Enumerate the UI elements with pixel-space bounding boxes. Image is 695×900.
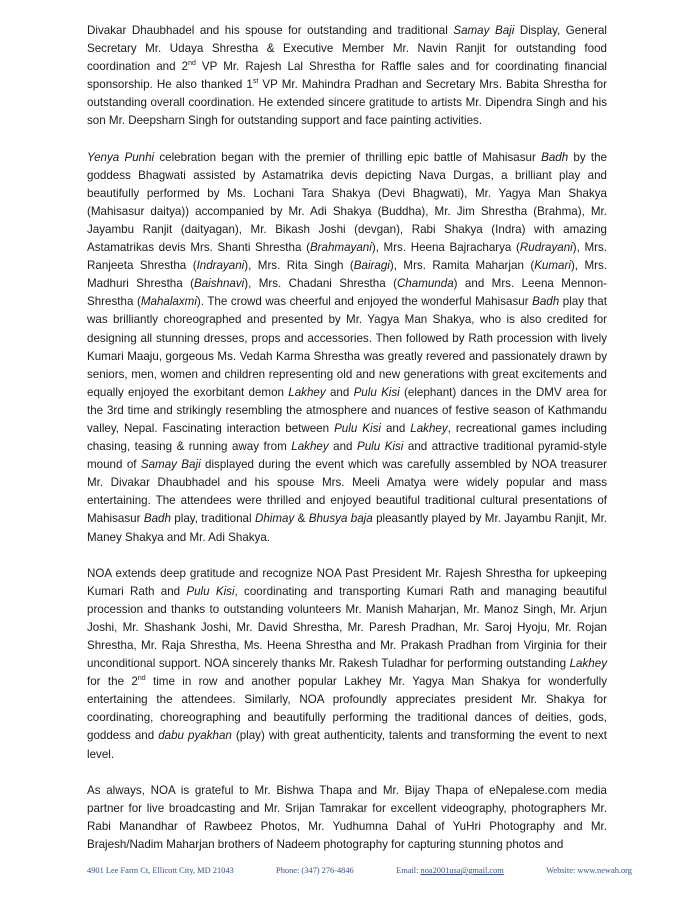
text-run: ), Mrs. Ranjeeta Shrestha ( <box>87 241 607 273</box>
letterhead-footer <box>87 866 632 875</box>
italic-term: Mahalaxmi <box>140 295 197 309</box>
text-run: ), Mrs. Ramita Maharjan ( <box>389 259 535 273</box>
italic-term: Brahmayani <box>309 241 372 255</box>
paragraph <box>87 565 607 764</box>
footer-email <box>396 866 504 875</box>
text-run: and <box>328 440 357 454</box>
italic-term: Dhimay <box>254 512 295 526</box>
italic-term: Rudrayani <box>519 241 573 255</box>
paragraph <box>87 149 607 547</box>
text-run: and attractive traditional pyramid-style mound of <box>87 440 607 472</box>
text-run: Divakar Dhaubhadel and his spouse for outstanding and traditional <box>87 24 454 37</box>
footer-phone: Phone: (347) 276-4846 <box>276 866 354 875</box>
italic-term: Indrayani <box>196 259 245 273</box>
italic-term: Chamunda <box>396 277 454 291</box>
paragraph <box>87 782 607 854</box>
ordinal-suffix: nd <box>137 675 146 683</box>
footer-email-link[interactable]: noa2001usa@gmail.com <box>420 866 504 875</box>
text-run: celebration began with the premier of thrilling epic battle of Mahisasur <box>154 150 542 164</box>
italic-term: Samay Baji <box>453 24 515 37</box>
text-run: by the goddess Bhagwati assisted by Astamatrika devis depicting Nava Durgas, a brilliant play and beautifully performed by Ms. Lochani Tara Shakya (Devi Bhagwati), Mr. Yagya Man Shakya (Mahisasur daitya)) accompanied by Mr. Adi Shakya (Buddha), Mr. Jim Shrestha (Brahma), Mr. Jayambu Ranjit (daityagan), Mr. Bikash Joshi (devgan), Rabi Shakya (Indra) with amazing Astamatrikas devis Mrs. Shanti Shrestha ( <box>87 150 607 255</box>
italic-term: Kumari <box>534 259 571 273</box>
text-run: play, traditional <box>170 512 255 526</box>
text-run: ), Mrs. Chadani Shrestha ( <box>244 277 397 291</box>
text-run: VP Mr. Rajesh Lal Shrestha for Raffle sales and for coordinating financial sponsorship. He also thanked 1 <box>87 60 607 92</box>
italic-term: Pulu Kisi <box>334 421 381 435</box>
text-run: and <box>325 385 354 399</box>
italic-term: Yenya Punhi <box>87 150 155 164</box>
ordinal-suffix: nd <box>188 60 196 68</box>
italic-term: Pulu Kisi <box>357 440 404 454</box>
italic-term: Lakhey <box>288 385 326 399</box>
italic-term: Badh <box>532 295 560 309</box>
text-run: displayed during the event which was carefully assembled by NOA treasurer Mr. Divakar Dhaubhadel and his spouse Mrs. Meeli Amatya were widely popular and mass entertaining. The attendees were thrilled and enjoyed beautiful traditional cultural presentations of Mahisasur <box>87 458 608 526</box>
ordinal-suffix: st <box>252 78 259 86</box>
italic-term: Badh <box>143 512 171 526</box>
italic-term: Lakhey <box>569 657 607 671</box>
italic-term: Pulu Kisi <box>186 584 235 598</box>
italic-term: Badh <box>541 150 569 164</box>
text-run: , recreational games including chasing, teasing & running away from <box>87 421 607 454</box>
italic-term: Baishnavi <box>193 277 245 291</box>
italic-term: Lakhey <box>410 421 448 435</box>
text-run: & <box>294 512 309 526</box>
text-run: , coordinating and transporting Kumari Rath and managing beautiful procession and thanks to outstanding volunteers Mr. Manish Maharjan, Mr. Manoz Singh, Mr. Arjun Joshi, Mr. Shashank Joshi, Mr. David Shrestha, Mr. Paresh Pradhan, Mr. Saroj Hyoju, Mr. Rojan Shrestha, Mr. Raja Shrestha, Ms. Heena Shrestha and Mr. Prakash Pradhan from Virginia for their unconditional support. NOA sincerely thanks Mr. Rakesh Tuladhar for performing outstanding <box>87 584 607 671</box>
text-run: for the 2 <box>87 675 138 689</box>
text-run: ), Mrs. Heena Bajracharya ( <box>371 241 520 255</box>
paragraph <box>87 22 607 131</box>
italic-term: dabu pyakhan <box>158 729 232 743</box>
italic-term: Bairagi <box>353 259 390 273</box>
text-run: ), Mrs. Rita Singh ( <box>244 259 354 273</box>
text-run: NOA extends deep gratitude and recognize NOA Past President Mr. Rajesh Shrestha for upkeeping Kumari Rath and <box>87 566 607 598</box>
italic-term: Samay Baji <box>140 458 201 472</box>
text-run: ), Mrs. Madhuri Shrestha ( <box>87 259 607 291</box>
document-body <box>87 22 607 854</box>
italic-term: Lakhey <box>291 440 329 454</box>
text-run: time in row and another popular Lakhey Mr. Yagya Man Shakya for wonderfully entertaining the attendees. Similarly, NOA profoundly appreciates president Mr. Shakya for coordinating, choreographing and beautifully performing the traditional dances of deities, gods, goddess and <box>87 675 607 743</box>
text-run: ). The crowd was cheerful and enjoyed the wonderful Mahisasur <box>196 295 533 309</box>
text-run: (elephant) dances in the DMV area for the 3rd time and strikingly resembling the atmosphere and nuances of festive season of Kathmandu valley, Nepal. Fascinating interaction between <box>87 385 607 435</box>
text-run: (play) with great authenticity, talents and transforming the event to next level. <box>87 729 607 761</box>
footer-address: 4901 Lee Farm Ct, Ellicott City, MD 21043 <box>87 866 234 875</box>
italic-term: Bhusya baja <box>308 512 373 526</box>
italic-term: Pulu Kisi <box>353 385 400 399</box>
text-run: play that was brilliantly choreographed and presented by Mr. Yagya Man Shakya, who is also credited for designing all stunning dresses, props and accessories. Then followed by Rath procession with lively Kumari Maaju, gorgeous Ms. Vedah Karma Shrestha was greatly revered and passionately drawn by seniors, men, women and children representing old and new generations with great excitements and equally enjoyed the exorbitant demon <box>87 295 607 399</box>
text-run: As always, NOA is grateful to Mr. Bishwa Thapa and Mr. Bijay Thapa of eNepalese.com media partner for live broadcasting and Mr. Srijan Tamrakar for excellent videography, photographers Mr. Rabi Manandhar of Rawbeez Photos, Mr. Yudhumna Dahal of YuHri Photography and Mr. Brajesh/Nadim Maharjan brothers of Nadeem photography for capturing stunning photos and <box>87 783 607 851</box>
text-run: pleasantly played by Mr. Jayambu Ranjit, Mr. Maney Shakya and Mr. Adi Shakya. <box>87 512 608 544</box>
text-run: ) and Mrs. Leena Mennon-Shrestha ( <box>87 277 608 309</box>
footer-email-label: Email: <box>396 866 419 875</box>
text-run: Display, General Secretary Mr. Udaya Shrestha & Executive Member Mr. Navin Ranjit for outstanding food coordination and 2 <box>87 24 608 74</box>
text-run: VP Mr. Mahindra Pradhan and Secretary Mrs. Babita Shrestha for outstanding overall coordination. He extended sincere gratitude to artists Mr. Dipendra Singh and his son Mr. Deepsharn Singh for outstanding support and face painting activities. <box>87 78 607 128</box>
text-run: and <box>380 421 411 435</box>
footer-website: Website: www.newah.org <box>546 866 632 875</box>
